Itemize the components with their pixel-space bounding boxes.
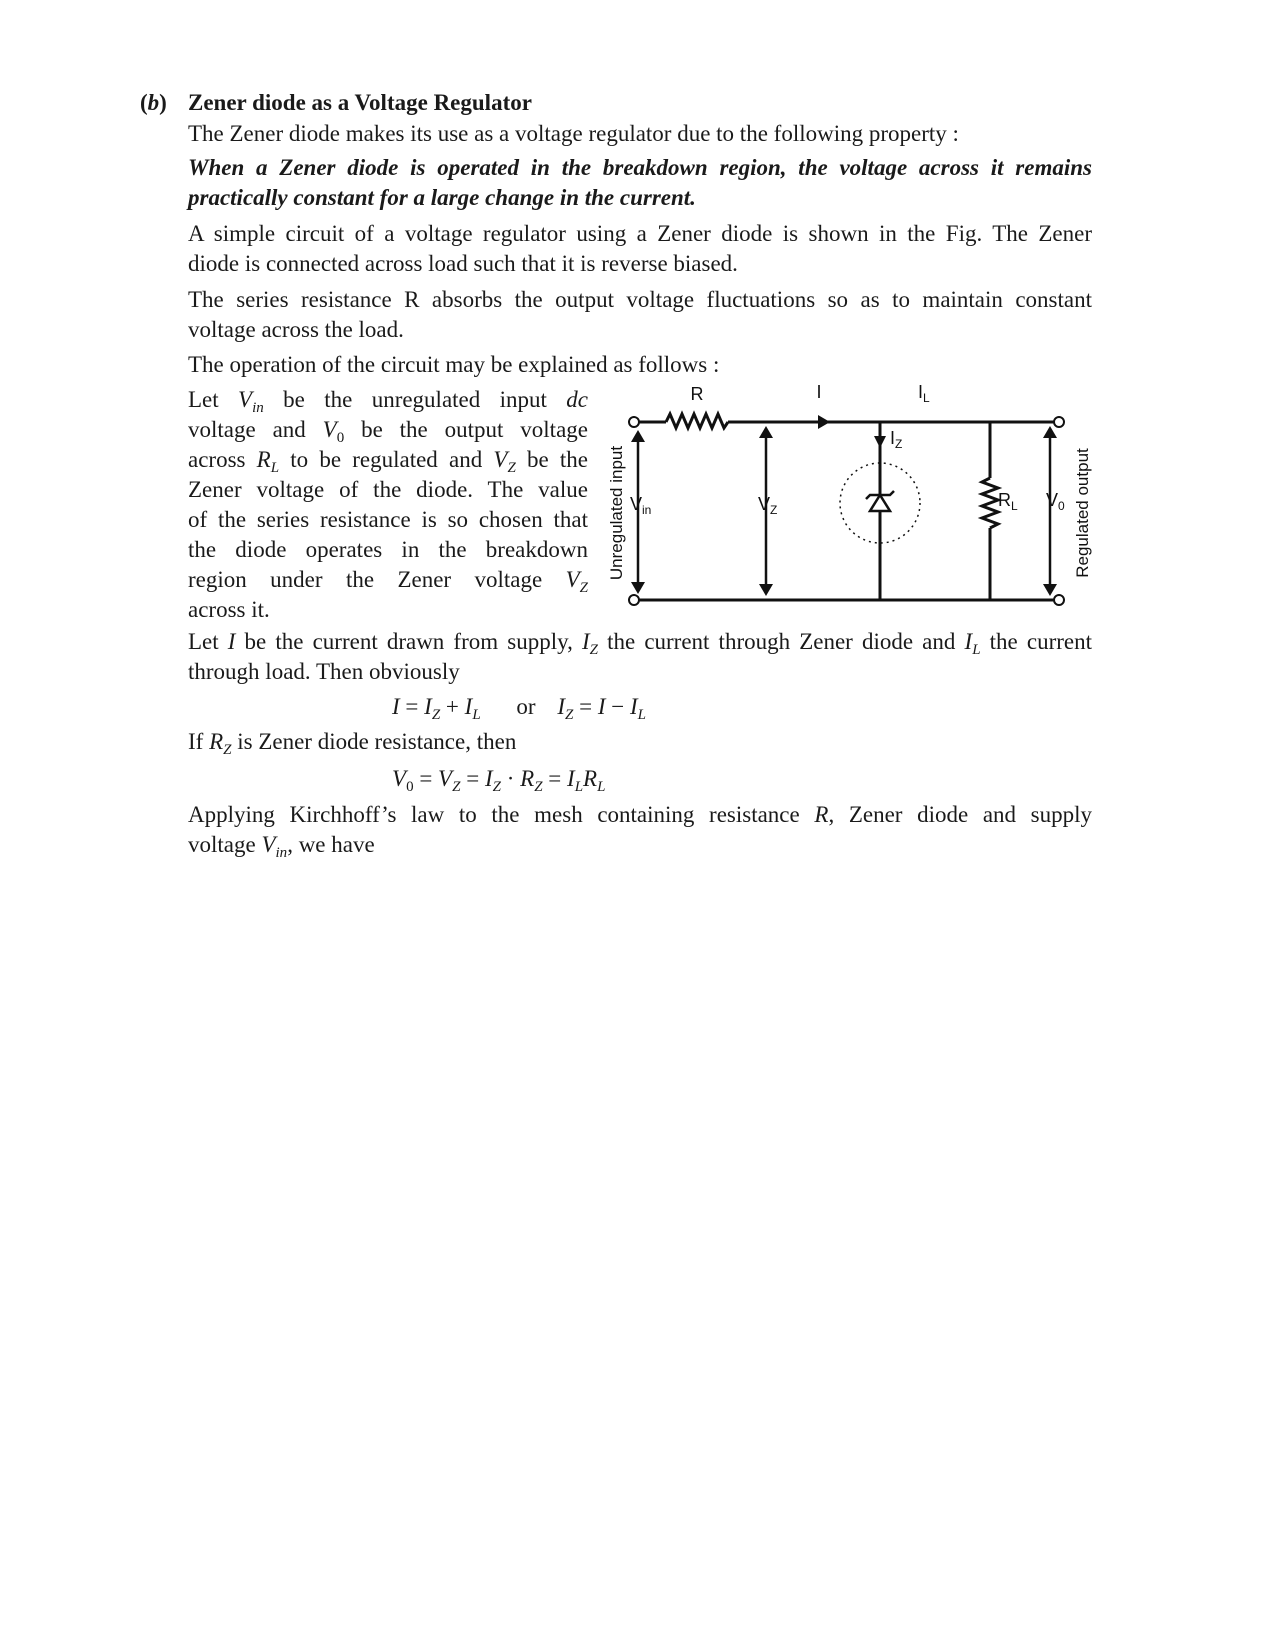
output-terminal-bottom bbox=[1054, 595, 1064, 605]
zener-regulator-circuit-figure bbox=[600, 378, 1100, 628]
input-terminal-top bbox=[629, 417, 639, 427]
load-resistor-RL bbox=[982, 478, 998, 528]
label-VZ: $V_Z$ bbox=[758, 494, 778, 517]
series-resistance-paragraph: The series resistance R absorbs the output voltage fluctuations so as to maintain constant voltage across the load. bbox=[188, 287, 1092, 342]
current-IZ-arrow bbox=[874, 436, 886, 448]
intro-paragraph: The Zener diode makes its use as a voltage regulator due to the following property : bbox=[188, 121, 959, 146]
section-label: (b) bbox=[140, 90, 167, 115]
operation-paragraph: The operation of the circuit may be explained as follows : bbox=[188, 352, 720, 377]
kirchhoff-paragraph: Applying Kirchhoff’s law to the mesh containing resistance R, Zener diode and supply voltage $V_{in}$, we have bbox=[188, 802, 1093, 861]
output-terminal-top bbox=[1054, 417, 1064, 427]
series-resistor-R bbox=[666, 414, 728, 428]
input-terminal-bottom bbox=[629, 595, 639, 605]
current-paragraph: Let I be the current drawn from supply, $I_Z$ the current through Zener diode and $I_L$ the current through load. Then obviously bbox=[188, 629, 1092, 684]
label-V0: $V_0$ bbox=[1046, 490, 1065, 513]
label-IZ: $I_Z$ bbox=[890, 428, 903, 451]
label-unregulated-input: Unregulated input bbox=[607, 445, 626, 581]
equation-current-sum: $I = I_Z + I_L$ or $I_Z = I - I_L$ bbox=[392, 694, 647, 723]
circuit-paragraph: A simple circuit of a voltage regulator using a Zener diode is shown in the Fig. The Zener diode is connected across load such that it is reverse biased. bbox=[188, 221, 1092, 276]
label-R: R bbox=[690, 384, 704, 404]
section-title: Zener diode as a Voltage Regulator bbox=[188, 90, 532, 115]
property-statement: When a Zener diode is operated in the breakdown region, the voltage across it remains practically constant for a large change in the current. bbox=[188, 155, 1092, 210]
label-Vin: $V_{in}$ bbox=[630, 494, 652, 517]
label-regulated-output: Regulated output bbox=[1073, 448, 1092, 578]
label-I: I bbox=[816, 382, 822, 402]
variables-paragraph: Let $V_{in}$ be the unregulated input dc voltage and $V_0$ be the output voltage across $R_L$ to be regulated and $V_Z$ be the Zener voltage of the diode. The value of the series resistance is so chosen that the diode operates in the breakdown region under the Zener voltage $V_Z$ across it. bbox=[188, 387, 588, 622]
label-RL: $R_L$ bbox=[998, 490, 1018, 513]
label-IL: $I_L$ bbox=[918, 382, 930, 405]
current-I-arrow bbox=[818, 415, 830, 429]
equation-output-voltage: $V_0 = V_Z = I_Z \cdot R_Z = I_LR_L$ bbox=[392, 766, 606, 795]
rz-paragraph: If $R_Z$ is Zener diode resistance, then bbox=[188, 729, 517, 758]
